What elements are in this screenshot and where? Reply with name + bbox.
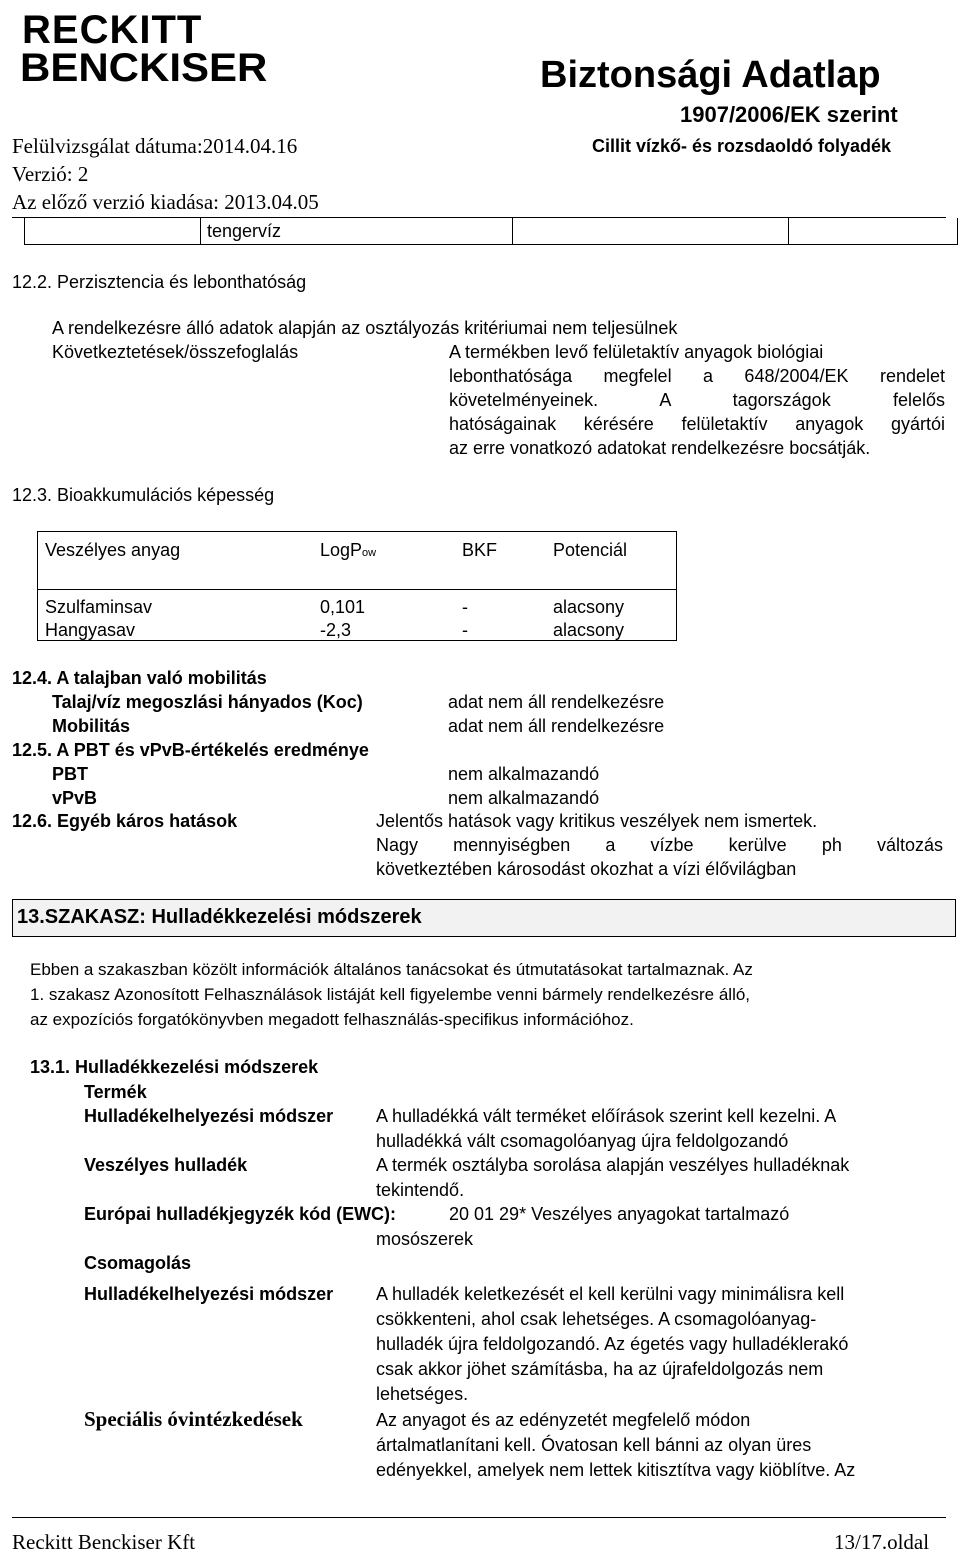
packaging-disposal-line: csak akkor jöhet számításba, ha az újrafeldolgozás nem — [376, 1359, 824, 1379]
conclusion-line: A termékben levő felületaktív anyagok biológiai — [449, 342, 824, 362]
vpvb-value: nem alkalmazandó — [448, 788, 600, 808]
table-cell: tengervíz — [207, 221, 282, 241]
hazardous-waste-label: Veszélyes hulladék — [84, 1155, 248, 1175]
table-cell: - — [462, 597, 468, 617]
table-header-divider — [37, 589, 677, 590]
table-cell: - — [462, 620, 468, 640]
criteria-text: A rendelkezésre álló adatok alapján az osztályozás kritériumai nem teljesülnek — [52, 318, 678, 338]
product-name: Cillit vízkő- és rozsdaoldó folyadék — [592, 136, 892, 156]
table-divider — [200, 218, 201, 245]
col-header-bkf: BKF — [462, 540, 498, 560]
logo-reckitt: RECKITT — [22, 8, 203, 52]
ewc-line: 20 01 29* Veszélyes anyagokat tartalmazó — [449, 1204, 790, 1224]
col-header-logp: LogPow — [320, 540, 377, 560]
document-title: Biztonsági Adatlap — [540, 54, 881, 96]
packaging-disposal-line: hulladék újra feldolgozandó. Az égetés vagy hulladéklerakó — [376, 1334, 849, 1354]
packaging-disposal-line: A hulladék keletkezését el kell kerülni vagy minimálisra kell — [376, 1284, 845, 1304]
other-effects-line: Jelentős hatások vagy kritikus veszélyek nem ismertek. — [376, 811, 818, 831]
ewc-label: Európai hulladékjegyzék kód (EWC): — [84, 1204, 397, 1224]
table-cell: 0,101 — [320, 597, 366, 617]
revision-date: Felülvizsgálat dátuma:2014.04.16 — [12, 134, 298, 158]
table-cell: Hangyasav — [45, 620, 136, 640]
other-effects-line: következtében károsodást okozhat a vízi élővilágban — [376, 859, 797, 879]
mobility-value: adat nem áll rendelkezésre — [448, 716, 665, 736]
pbt-value: nem alkalmazandó — [448, 764, 600, 784]
hazardous-waste-line: tekintendő. — [376, 1180, 465, 1200]
previous-version: Az előző verzió kiadása: 2013.04.05 — [12, 190, 319, 214]
table-cell: Szulfaminsav — [45, 597, 153, 617]
special-precautions-line: edényekkel, amelyek nem lettek kitisztítva vagy kiöblítve. Az — [376, 1460, 856, 1480]
section-12-3-heading: 12.3. Bioakkumulációs képesség — [12, 485, 275, 505]
section-12-4-heading: 12.4. A talajban való mobilitás — [12, 668, 267, 688]
page-number: 13/17.oldal — [834, 1530, 930, 1554]
section-12-5-heading: 12.5. A PBT és vPvB-értékelés eredménye — [12, 740, 369, 760]
conclusion-line: az erre vonatkozó adatokat rendelkezésre bocsátják. — [449, 438, 871, 458]
section-13-1-heading: 13.1. Hulladékkezelési módszerek — [30, 1057, 319, 1077]
table-fragment — [24, 218, 958, 245]
conclusion-line: lebonthatósága megfelel a 648/2004/EK rendelet — [449, 366, 945, 386]
table-cell: alacsony — [553, 620, 625, 640]
special-precautions-label: Speciális óvintézkedések — [84, 1407, 303, 1431]
intro-line: 1. szakasz Azonosított Felhasználások listáját kell figyelembe venni bármely rendelkezésre álló, — [30, 985, 751, 1004]
koc-value: adat nem áll rendelkezésre — [448, 692, 665, 712]
col-header-potential: Potenciál — [553, 540, 628, 560]
footer-company: Reckitt Benckiser Kft — [12, 1530, 196, 1554]
disposal-line: hulladékká vált csomagolóanyag újra feldolgozandó — [376, 1131, 789, 1151]
packaging-disposal-line: csökkenteni, ahol csak lehetséges. A csomagolóanyag- — [376, 1309, 817, 1329]
special-precautions-line: Az anyagot és az edényzetét megfelelő módon — [376, 1410, 751, 1430]
disposal-label-2: Hulladékelhelyezési módszer — [84, 1284, 334, 1304]
ewc-line: mosószerek — [376, 1229, 474, 1249]
table-cell: alacsony — [553, 597, 625, 617]
mobility-label: Mobilitás — [52, 716, 131, 736]
disposal-label: Hulladékelhelyezési módszer — [84, 1106, 334, 1126]
pbt-label: PBT — [52, 764, 88, 784]
regulation: 1907/2006/EK szerint — [680, 102, 898, 127]
logo-benckiser: BENCKISER — [20, 46, 268, 90]
table-divider — [512, 218, 513, 245]
conclusion-label: Következtetések/összefoglalás — [52, 342, 299, 362]
koc-label: Talaj/víz megoszlási hányados (Koc) — [52, 692, 363, 712]
hazardous-waste-line: A termék osztályba sorolása alapján veszélyes hulladéknak — [376, 1155, 850, 1175]
table-divider — [788, 218, 789, 245]
intro-line: az expozíciós forgatókönyvben megadott felhasználás-specifikus információhoz. — [30, 1010, 634, 1029]
section-12-2-heading: 12.2. Perzisztencia és lebonthatóság — [12, 272, 307, 292]
packaging-disposal-line: lehetséges. — [376, 1384, 469, 1404]
table-cell: -2,3 — [320, 620, 352, 640]
conclusion-line: hatóságainak kérésére felületaktív anyagok gyártói — [449, 414, 945, 434]
packaging-label: Csomagolás — [84, 1253, 192, 1273]
vpvb-label: vPvB — [52, 788, 98, 808]
special-precautions-line: ártalmatlanítani kell. Óvatosan kell bánni az olyan üres — [376, 1435, 812, 1455]
section-12-6-heading: 12.6. Egyéb káros hatások — [12, 811, 238, 831]
other-effects-line: Nagy mennyiségben a vízbe kerülve ph változás — [376, 835, 943, 855]
section-13-heading: 13.SZAKASZ: Hulladékkezelési módszerek — [17, 906, 422, 928]
col-header-substance: Veszélyes anyag — [45, 540, 181, 560]
intro-line: Ebben a szakaszban közölt információk általános tanácsokat és útmutatásokat tartalmaznak. Az — [30, 960, 753, 979]
version: Verzió: 2 — [12, 162, 89, 186]
disposal-line: A hulladékká vált terméket előírások szerint kell kezelni. A — [376, 1106, 837, 1126]
conclusion-line: követelményeinek. A tagországok felelős — [449, 390, 945, 410]
product-label: Termék — [84, 1082, 147, 1102]
footer-divider — [12, 1517, 946, 1518]
